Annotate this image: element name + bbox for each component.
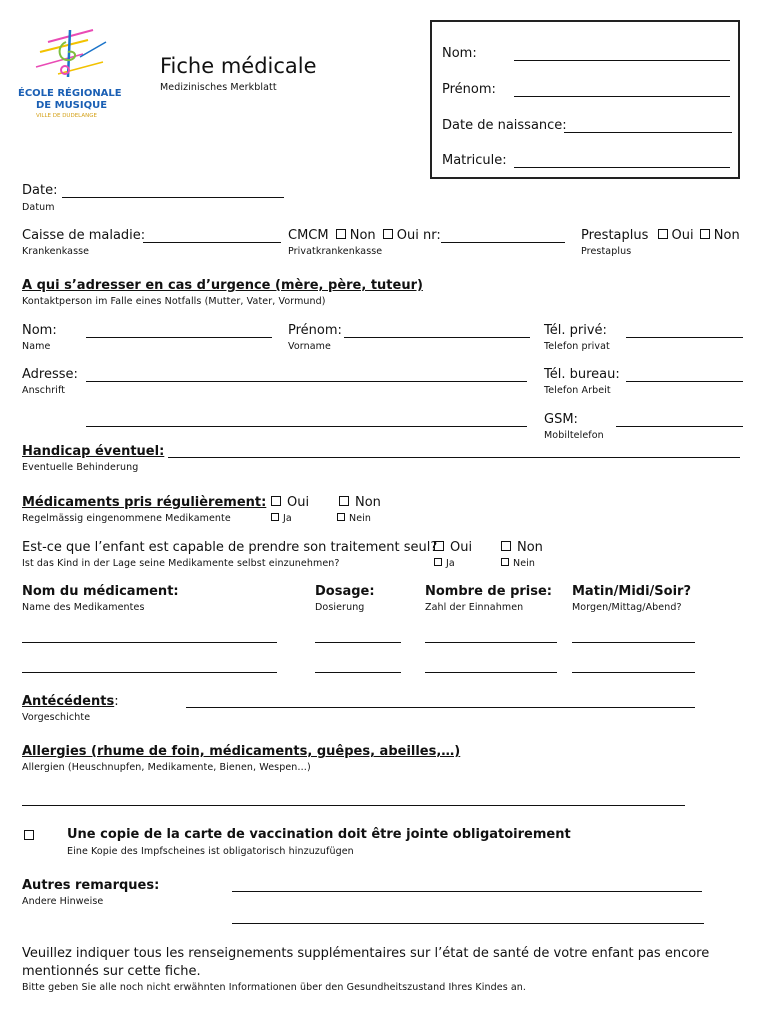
capable-nein-option bbox=[501, 558, 535, 569]
medicaments-non-label: Non bbox=[355, 495, 381, 510]
capable-oui-checkbox[interactable] bbox=[434, 541, 444, 551]
col-prise-sub: Zahl der Einnahmen bbox=[425, 602, 524, 613]
urgence-prenom-sub: Vorname bbox=[288, 341, 331, 352]
tel-bureau-sub: Telefon Arbeit bbox=[544, 385, 611, 396]
medicaments-oui-option bbox=[271, 495, 309, 510]
remarques-sub: Andere Hinweise bbox=[22, 896, 104, 907]
medicaments-ja-option bbox=[271, 513, 292, 524]
date-label: Date: bbox=[22, 183, 58, 198]
adresse-field-1[interactable] bbox=[86, 381, 527, 382]
capable-ja-checkbox[interactable] bbox=[434, 558, 442, 566]
idbox-matricule-label: Matricule: bbox=[442, 153, 507, 168]
urgence-nom-label: Nom: bbox=[22, 323, 57, 338]
caisse-field[interactable] bbox=[143, 242, 281, 243]
medicaments-ja-checkbox[interactable] bbox=[271, 513, 279, 521]
med-row-1-dosage-field[interactable] bbox=[315, 642, 401, 643]
medicaments-oui-checkbox[interactable] bbox=[271, 496, 281, 506]
med-row-2-prise-field[interactable] bbox=[425, 672, 557, 673]
footer-text-line-2: mentionnés sur cette fiche. bbox=[22, 964, 201, 979]
idbox-naissance-label: Date de naissance: bbox=[442, 118, 567, 133]
cmcm-non-checkbox[interactable] bbox=[336, 229, 346, 239]
col-dosage-sub: Dosierung bbox=[315, 602, 365, 613]
capable-non-label: Non bbox=[517, 540, 543, 555]
page-title: Fiche médicale bbox=[160, 54, 317, 78]
allergies-label: Allergies (rhume de foin, médicaments, guêpes, abeilles,…) bbox=[22, 744, 461, 759]
vaccination-sub: Eine Kopie des Impfscheines ist obligatorisch hinzuzufügen bbox=[67, 846, 354, 857]
date-field[interactable] bbox=[62, 197, 284, 198]
footer-sub: Bitte geben Sie alle noch nicht erwähnten Informationen über den Gesundheitszustand Ihres Kindes an. bbox=[22, 982, 527, 993]
gsm-label: GSM: bbox=[544, 412, 578, 427]
gsm-field[interactable] bbox=[616, 426, 743, 427]
logo-line-2: DE MUSIQUE bbox=[36, 100, 108, 111]
idbox-prenom-field[interactable] bbox=[514, 96, 730, 97]
col-dosage-header: Dosage: bbox=[315, 584, 375, 599]
urgence-nom-field[interactable] bbox=[86, 337, 272, 338]
idbox-naissance-field[interactable] bbox=[564, 132, 732, 133]
prestaplus-non-checkbox[interactable] bbox=[700, 229, 710, 239]
capable-ja-option bbox=[434, 558, 455, 569]
col-prise-header: Nombre de prise: bbox=[425, 584, 552, 599]
medicaments-sub: Regelmässig eingenommene Medikamente bbox=[22, 513, 231, 524]
page-subtitle: Medizinisches Merkblatt bbox=[160, 82, 277, 93]
urgence-prenom-field[interactable] bbox=[344, 337, 530, 338]
logo-line-1: ÉCOLE RÉGIONALE bbox=[18, 88, 122, 99]
medicaments-non-checkbox[interactable] bbox=[339, 496, 349, 506]
antecedents-field[interactable] bbox=[186, 707, 695, 708]
antecedents-sub: Vorgeschichte bbox=[22, 712, 91, 723]
handicap-sub: Eventuelle Behinderung bbox=[22, 462, 139, 473]
medicaments-nein-option bbox=[337, 513, 371, 524]
med-row-1-nom-field[interactable] bbox=[22, 642, 277, 643]
adresse-label: Adresse: bbox=[22, 367, 78, 382]
prestaplus-oui-checkbox[interactable] bbox=[658, 229, 668, 239]
capable-oui-option bbox=[434, 540, 472, 555]
caisse-sub: Krankenkasse bbox=[22, 246, 90, 257]
vaccination-checkbox[interactable] bbox=[24, 830, 34, 840]
antecedents-label: Antécédents bbox=[22, 694, 115, 709]
allergies-sub: Allergien (Heuschnupfen, Medikamente, Bienen, Wespen…) bbox=[22, 762, 311, 773]
prestaplus-oui-label: Oui bbox=[671, 228, 694, 243]
col-nom-header: Nom du médicament: bbox=[22, 584, 179, 599]
prestaplus-sub: Prestaplus bbox=[581, 246, 632, 257]
tel-prive-label: Tél. privé: bbox=[544, 323, 607, 338]
school-logo bbox=[18, 22, 128, 122]
capable-label: Est-ce que l’enfant est capable de prendre son traitement seul? bbox=[22, 540, 438, 555]
student-id-box bbox=[430, 20, 740, 179]
med-row-2-moment-field[interactable] bbox=[572, 672, 695, 673]
medicaments-nein-checkbox[interactable] bbox=[337, 513, 345, 521]
adresse-sub: Anschrift bbox=[22, 385, 66, 396]
urgence-sub: Kontaktperson im Falle eines Notfalls (Mutter, Vater, Vormund) bbox=[22, 296, 326, 307]
medicaments-label: Médicaments pris régulièrement: bbox=[22, 495, 267, 510]
capable-nein-checkbox[interactable] bbox=[501, 558, 509, 566]
col-moment-header: Matin/Midi/Soir? bbox=[572, 584, 691, 599]
med-row-1-prise-field[interactable] bbox=[425, 642, 557, 643]
prestaplus-group bbox=[581, 228, 740, 243]
remarques-field-1[interactable] bbox=[232, 891, 702, 892]
tel-bureau-field[interactable] bbox=[626, 381, 743, 382]
adresse-field-2[interactable] bbox=[86, 426, 527, 427]
capable-non-checkbox[interactable] bbox=[501, 541, 511, 551]
col-moment-sub: Morgen/Mittag/Abend? bbox=[572, 602, 682, 613]
med-row-1-moment-field[interactable] bbox=[572, 642, 695, 643]
prestaplus-non-label: Non bbox=[713, 228, 740, 243]
cmcm-label: CMCM bbox=[288, 228, 329, 243]
tel-prive-field[interactable] bbox=[626, 337, 743, 338]
cmcm-sub: Privatkrankenkasse bbox=[288, 246, 383, 257]
medicaments-nein-label: Nein bbox=[349, 513, 372, 524]
urgence-heading: A qui s’adresser en cas d’urgence (mère, père, tuteur) bbox=[22, 278, 423, 293]
handicap-label: Handicap éventuel: bbox=[22, 444, 165, 459]
col-nom-sub: Name des Medikamentes bbox=[22, 602, 145, 613]
idbox-nom-field[interactable] bbox=[514, 60, 730, 61]
capable-oui-label: Oui bbox=[450, 540, 473, 555]
capable-nein-label: Nein bbox=[513, 558, 536, 569]
allergies-field[interactable] bbox=[22, 805, 685, 806]
prestaplus-label: Prestaplus bbox=[581, 228, 649, 243]
medicaments-ja-label: Ja bbox=[283, 513, 292, 524]
antecedents-label-group bbox=[22, 694, 119, 709]
antecedents-colon: : bbox=[114, 694, 119, 709]
urgence-prenom-label: Prénom: bbox=[288, 323, 342, 338]
remarques-field-2[interactable] bbox=[232, 923, 704, 924]
tel-bureau-label: Tél. bureau: bbox=[544, 367, 620, 382]
footer-text-line-1: Veuillez indiquer tous les renseignements supplémentaires sur l’état de santé de votre enfant pas encore bbox=[22, 946, 710, 961]
music-logo-icon bbox=[18, 22, 128, 84]
logo-line-3: VILLE DE DUDELANGE bbox=[36, 113, 97, 119]
remarques-label: Autres remarques: bbox=[22, 878, 160, 893]
capable-non-option bbox=[501, 540, 543, 555]
idbox-nom-label: Nom: bbox=[442, 46, 477, 61]
capable-sub: Ist das Kind in der Lage seine Medikamente selbst einzunehmen? bbox=[22, 558, 340, 569]
date-sub: Datum bbox=[22, 202, 55, 213]
tel-prive-sub: Telefon privat bbox=[544, 341, 610, 352]
idbox-matricule-field[interactable] bbox=[514, 167, 730, 168]
cmcm-nr-field[interactable] bbox=[441, 242, 565, 243]
med-row-2-dosage-field[interactable] bbox=[315, 672, 401, 673]
idbox-prenom-label: Prénom: bbox=[442, 82, 496, 97]
med-row-2-nom-field[interactable] bbox=[22, 672, 277, 673]
medicaments-oui-label: Oui bbox=[287, 495, 310, 510]
vaccination-label: Une copie de la carte de vaccination doit être jointe obligatoirement bbox=[67, 827, 571, 842]
gsm-sub: Mobiltelefon bbox=[544, 430, 604, 441]
medicaments-non-option bbox=[339, 495, 381, 510]
cmcm-oui-label: Oui nr: bbox=[396, 228, 441, 243]
caisse-label: Caisse de maladie: bbox=[22, 228, 146, 243]
cmcm-non-label: Non bbox=[349, 228, 376, 243]
handicap-field[interactable] bbox=[168, 457, 740, 458]
capable-ja-label: Ja bbox=[446, 558, 455, 569]
cmcm-group bbox=[288, 228, 441, 243]
cmcm-oui-checkbox[interactable] bbox=[383, 229, 393, 239]
urgence-nom-sub: Name bbox=[22, 341, 51, 352]
